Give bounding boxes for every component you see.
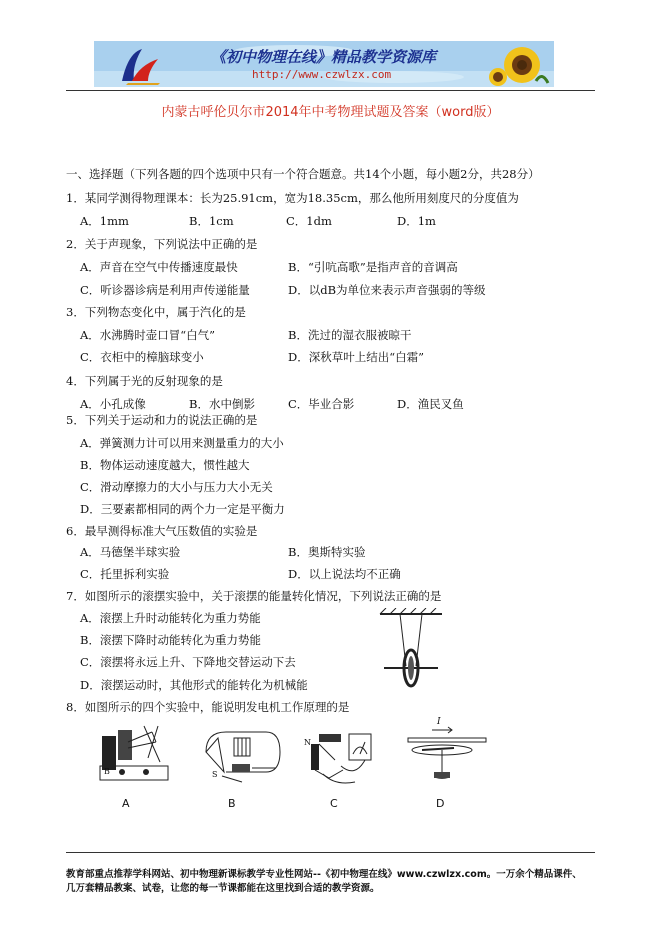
document-title: 内蒙古呼伦贝尔市2014年中考物理试题及答案（word版） (161, 105, 500, 120)
question-option: C．滚摆将永远上升、下降地交替运动下去 (80, 655, 296, 669)
figure-label-d: D (436, 797, 445, 810)
question-stem: 4．下列属于光的反射现象的是 (66, 374, 223, 388)
maxwell-pendulum-figure (378, 608, 444, 692)
footer-line-2: 几万套精品教案、试卷，让您的每一节课都能在这里找到合适的教学资源。 (66, 883, 380, 894)
question-option: D．以dB为单位来表示声音强弱的等级 (288, 283, 486, 297)
question-option: A．弹簧测力计可以用来测量重力的大小 (80, 436, 284, 450)
header-divider (66, 90, 595, 91)
figure-b-coil-apparatus (196, 724, 282, 786)
question-option: C．毕业合影 (288, 397, 355, 411)
question-option: D．渔民叉鱼 (397, 397, 464, 411)
question-option: D．深秋草叶上结出“白霜” (288, 350, 424, 364)
question-option: D．滚摆运动时，其他形式的能转化为机械能 (80, 678, 308, 692)
question-option: A．马德堡半球实验 (80, 545, 181, 559)
question-option: D．三要素都相同的两个力一定是平衡力 (80, 502, 285, 516)
question-option: B．洗过的湿衣服被晾干 (288, 328, 412, 342)
banner-url[interactable]: http://www.czwlzx.com (252, 68, 392, 81)
question-option: B．1cm (189, 214, 234, 228)
question-option: C．1dm (286, 214, 332, 228)
question-stem: 3．下列物态变化中，属于汽化的是 (66, 305, 246, 319)
figure-c-galvanometer-apparatus (305, 726, 377, 788)
question-option: A．水沸腾时壶口冒“白气” (80, 328, 216, 342)
section-heading: 一、选择题（下列各题的四个选项中只有一个符合题意。共14个小题，每小题2分，共28分） (66, 167, 540, 181)
question-option: D．以上说法均不正确 (288, 567, 401, 581)
question-option: A．滚摆上升时动能转化为重力势能 (80, 611, 261, 625)
question-option: B．奥斯特实验 (288, 545, 366, 559)
site-logo-icon (118, 45, 164, 85)
question-option: A．1mm (80, 214, 129, 228)
sunflower-icon (486, 41, 554, 87)
question-option: C．滑动摩擦力的大小与压力大小无关 (80, 480, 273, 494)
figure-a-b-label: B (104, 767, 110, 776)
question-option: C．衣柜中的樟脑球变小 (80, 350, 204, 364)
figure-d-oersted-apparatus (402, 720, 488, 786)
question-option: A．小孔成像 (80, 397, 146, 411)
question-option: B．“引吭高歌”是指声音的音调高 (288, 260, 458, 274)
figure-label-c: C (330, 797, 338, 810)
banner-title: 《初中物理在线》精品教学资源库 (211, 48, 437, 66)
figure-b-s-label: S (212, 770, 218, 779)
question-stem: 6．最早测得标准大气压数值的实验是 (66, 524, 258, 538)
question-stem: 7．如图所示的滚摆实验中，关于滚摆的能量转化情况，下列说法正确的是 (66, 589, 442, 603)
question-stem: 8．如图所示的四个实验中，能说明发电机工作原理的是 (66, 700, 350, 714)
question-option: C．听诊器诊病是利用声传递能量 (80, 283, 250, 297)
question-option: C．托里拆利实验 (80, 567, 170, 581)
figure-label-b: B (228, 797, 236, 810)
question-stem: 5．下列关于运动和力的说法正确的是 (66, 413, 258, 427)
header-banner (94, 41, 554, 87)
question-stem: 2．关于声现象，下列说法中正确的是 (66, 237, 258, 251)
question-option: B．物体运动速度越大，惯性越大 (80, 458, 250, 472)
question-option: B．滚摆下降时动能转化为重力势能 (80, 633, 261, 647)
question-stem: 1．某同学测得物理课本：长为25.91cm，宽为18.35cm，那么他所用刻度尺的分度值为 (66, 191, 519, 205)
figure-label-a: A (122, 797, 130, 810)
footer-line-1: 教育部重点推荐学科网站、初中物理新课标教学专业性网站--《初中物理在线》www.czwlzx.com。一万余个精品课件、 (66, 869, 582, 880)
figure-d-current-label: I (437, 717, 441, 727)
question-option: A．声音在空气中传播速度最快 (80, 260, 238, 274)
figure-c-n-label: N (304, 738, 311, 747)
question-option: D．1m (397, 214, 436, 228)
question-option: B．水中倒影 (189, 397, 255, 411)
footer-divider (66, 852, 595, 853)
